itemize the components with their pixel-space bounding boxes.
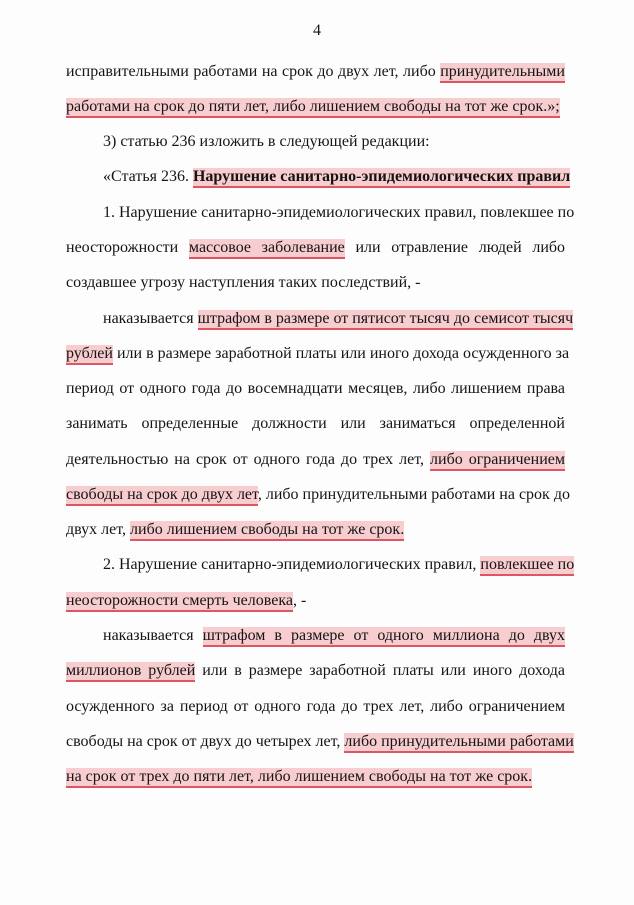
highlighted-text: неосторожности смерть человека — [66, 592, 293, 612]
text-segment: исправительными работами на срок до двух лет, либо — [66, 63, 441, 80]
highlighted-text: штрафом в размере от пятисот тысяч до семисот тысяч — [198, 310, 574, 330]
text-line — [66, 238, 565, 258]
text-segment: «Статья 236. — [103, 168, 193, 185]
text-segment: занимать определенные должности или заниматься определенной — [66, 415, 565, 432]
text-segment: или в размере заработной платы или иного дохода — [195, 662, 565, 679]
text-line — [103, 309, 574, 329]
text-line — [103, 203, 575, 223]
highlighted-text: миллионов рублей — [66, 662, 195, 682]
highlighted-text: свободы на срок до двух лет — [66, 486, 258, 506]
text-line — [66, 450, 565, 470]
text-line — [66, 485, 570, 505]
highlighted-text: массовое заболевание — [189, 239, 345, 259]
text-line — [66, 520, 565, 540]
text-line — [103, 626, 565, 646]
highlighted-text: принудительными — [440, 63, 565, 83]
text-line — [66, 732, 574, 752]
text-segment: 3) статью 236 изложить в следующей редакции: — [103, 133, 430, 150]
text-segment: деятельностью на срок от одного года до трех лет, — [66, 451, 431, 468]
text-line — [66, 661, 565, 681]
highlighted-text: на срок от трех до пяти лет, либо лишением свободы на тот же срок. — [66, 768, 532, 788]
highlighted-text: повлекшее по — [480, 556, 574, 576]
text-segment: , либо принудительными работами на срок до — [257, 486, 570, 503]
text-segment: или в размере заработной платы или иного дохода осужденного за — [112, 345, 570, 362]
highlighted-text: либо ограничением — [430, 451, 565, 471]
text-line — [66, 97, 565, 117]
text-segment: свободы на срок от двух до четырех лет, — [66, 733, 345, 750]
page-number: 4 — [313, 22, 321, 39]
text-line — [103, 555, 575, 575]
highlighted-text: штрафом в размере от одного миллиона до двух — [203, 627, 565, 647]
text-line — [66, 273, 565, 293]
highlighted-text: либо лишением свободы на тот же срок. — [130, 521, 404, 541]
text-segment: неосторожности — [66, 239, 189, 256]
text-segment: или отравление людей либо — [344, 239, 566, 256]
text-segment: период от одного года до восемнадцати месяцев, либо лишением права — [66, 380, 565, 397]
text-line — [66, 62, 565, 82]
text-segment: наказывается — [103, 310, 198, 327]
text-segment: создавшее угрозу наступления таких последствий, - — [66, 274, 421, 291]
text-line — [66, 591, 565, 611]
text-line — [66, 697, 565, 717]
highlighted-text: работами на срок до пяти лет, либо лишением свободы на тот же срок.»; — [66, 98, 560, 118]
text-line — [103, 132, 565, 152]
text-segment: , - — [292, 592, 307, 609]
text-segment: наказывается — [103, 627, 203, 644]
text-segment: 2. Нарушение санитарно-эпидемиологических правил, — [103, 556, 481, 573]
text-segment: двух лет, — [66, 521, 131, 538]
text-segment: 1. Нарушение санитарно-эпидемиологических правил, повлекшее по — [103, 204, 575, 221]
text-line — [66, 379, 565, 399]
highlighted-text: Нарушение санитарно-эпидемиологических правил — [193, 168, 570, 188]
text-line — [66, 767, 565, 787]
text-line — [66, 414, 565, 434]
text-line — [66, 344, 570, 364]
article-heading — [103, 167, 571, 187]
highlighted-text: рублей — [66, 345, 113, 365]
highlighted-text: либо принудительными работами — [344, 733, 573, 753]
text-segment: осужденного за период от одного года до трех лет, либо ограничением — [66, 698, 565, 715]
